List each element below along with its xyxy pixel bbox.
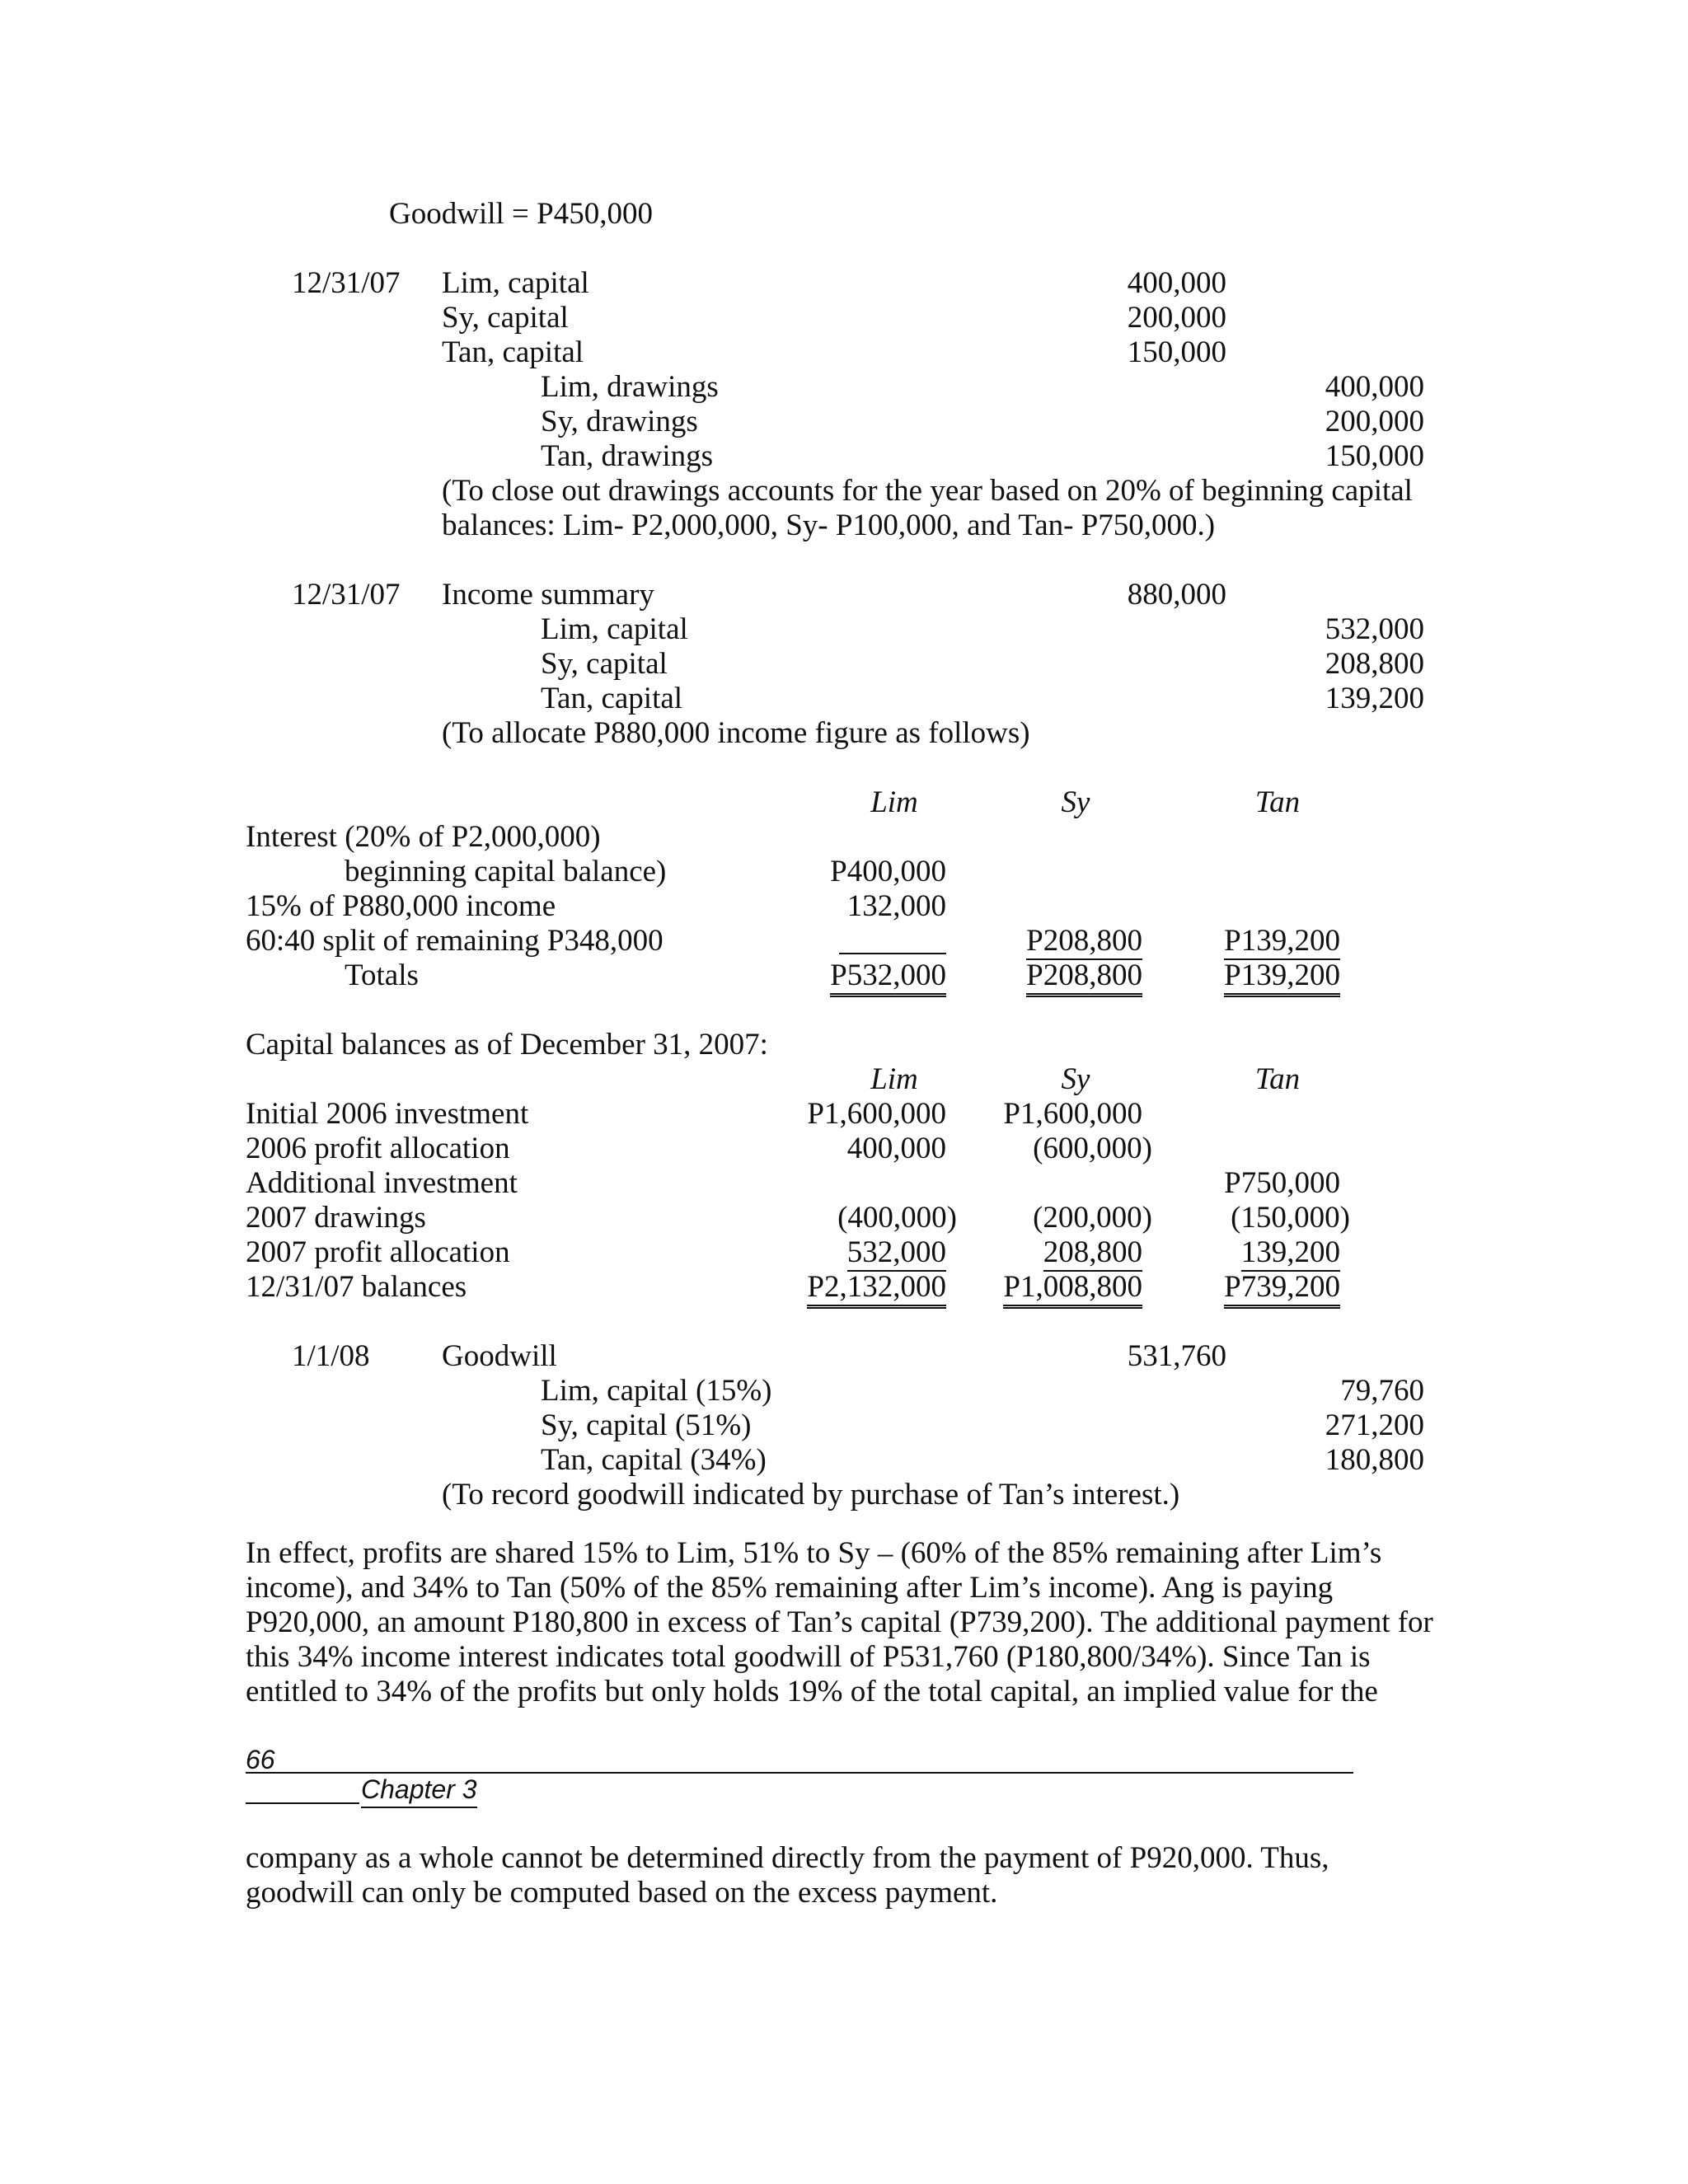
chapter-rule-lead — [246, 1802, 359, 1804]
paragraph-line: In effect, profits are shared 15% to Lim, 51% to Sy – (60% of the 85% remaining after Lim’s — [246, 1536, 1382, 1570]
cell-sy-wrap — [1026, 958, 1142, 993]
row-label: Additional investment — [246, 1166, 518, 1200]
column-header-tan: Tan — [1254, 1062, 1301, 1096]
account-debit: Lim, capital — [442, 266, 589, 300]
cell-sy: (200,000) — [1033, 1201, 1152, 1235]
account-debit: Goodwill — [442, 1339, 557, 1373]
credit-amount: 200,000 — [1325, 405, 1424, 438]
debit-amount: 880,000 — [1127, 578, 1226, 612]
account-debit: Sy, capital — [442, 301, 569, 335]
row-label: 15% of P880,000 income — [246, 889, 556, 923]
debit-amount: 400,000 — [1127, 266, 1226, 300]
cell-sy-total: P1,008,800 — [1003, 1270, 1142, 1309]
debit-amount: 150,000 — [1127, 335, 1226, 369]
chapter-label: Chapter 3 — [361, 1772, 477, 1808]
paragraph-line: this 34% income interest indicates total goodwill of P531,760 (P180,800/34%). Since Tan is — [246, 1640, 1371, 1674]
row-label: Interest (20% of P2,000,000) — [246, 820, 601, 854]
page-number: 66 — [246, 1745, 275, 1774]
account-credit: Sy, capital — [541, 647, 668, 681]
cell-tan: (150,000) — [1231, 1201, 1350, 1235]
column-header-sy: Sy — [1061, 785, 1090, 819]
paragraph-line: entitled to 34% of the profits but only holds 19% of the total capital, an implied value for the — [246, 1675, 1378, 1708]
entry-date: 12/31/07 — [292, 578, 401, 612]
account-credit: Lim, capital (15%) — [541, 1374, 772, 1408]
cell-lim-total: P2,132,000 — [807, 1270, 946, 1309]
account-debit: Income summary — [442, 578, 654, 612]
underline — [839, 953, 946, 954]
cell-sy: 208,800 — [1043, 1235, 1142, 1272]
credit-amount: 150,000 — [1325, 439, 1424, 473]
credit-amount: 400,000 — [1325, 370, 1424, 404]
cell-tan-wrap — [1224, 958, 1340, 993]
credit-amount: 139,200 — [1325, 682, 1424, 715]
cell-tan-wrap — [1241, 1235, 1340, 1270]
cell-lim-total: P532,000 — [830, 958, 946, 997]
entry-date: 1/1/08 — [292, 1339, 370, 1373]
cell-tan: 139,200 — [1241, 1235, 1340, 1272]
chapter-wrap — [361, 1772, 477, 1807]
cell-sy: P1,600,000 — [1003, 1097, 1142, 1131]
cell-lim: 132,000 — [846, 889, 946, 923]
account-credit: Tan, capital — [541, 682, 683, 715]
table-title: Capital balances as of December 31, 2007: — [246, 1028, 768, 1062]
row-label: 2006 profit allocation — [246, 1132, 510, 1165]
cell-lim: P400,000 — [830, 855, 946, 888]
credit-amount: 79,760 — [1340, 1374, 1424, 1408]
paragraph-line: company as a whole cannot be determined directly from the payment of P920,000. Thus, — [246, 1841, 1329, 1875]
cell-sy: (600,000) — [1033, 1132, 1152, 1165]
cell-sy: P208,800 — [1026, 924, 1142, 960]
cell-lim-wrap — [830, 958, 946, 993]
account-credit: Tan, capital (34%) — [541, 1443, 767, 1477]
row-label: Initial 2006 investment — [246, 1097, 529, 1131]
credit-amount: 271,200 — [1325, 1408, 1424, 1442]
cell-tan: P750,000 — [1224, 1166, 1340, 1200]
cell-sy-wrap — [1026, 924, 1142, 958]
cell-lim: 532,000 — [847, 1235, 946, 1272]
cell-sy-wrap — [1003, 1270, 1142, 1305]
row-label: 2007 profit allocation — [246, 1235, 510, 1269]
debit-amount: 531,760 — [1127, 1339, 1226, 1373]
account-credit: Tan, drawings — [541, 439, 714, 473]
cell-sy-total: P208,800 — [1026, 958, 1142, 997]
row-label: 60:40 split of remaining P348,000 — [246, 924, 663, 958]
entry-explanation: balances: Lim- P2,000,000, Sy- P100,000, and Tan- P750,000.) — [442, 509, 1216, 542]
entry-explanation: (To close out drawings accounts for the year based on 20% of beginning capital — [442, 474, 1413, 508]
account-credit: Sy, drawings — [541, 405, 698, 438]
account-credit: Lim, drawings — [541, 370, 719, 404]
account-credit: Lim, capital — [541, 612, 688, 646]
cell-tan-wrap — [1224, 924, 1340, 958]
cell-lim: (400,000) — [837, 1201, 957, 1235]
column-header-tan: Tan — [1254, 785, 1301, 819]
credit-amount: 532,000 — [1325, 612, 1424, 646]
paragraph-line: goodwill can only be computed based on the excess payment. — [246, 1876, 998, 1910]
entry-date: 12/31/07 — [292, 266, 401, 300]
entry-explanation: (To allocate P880,000 income figure as follows) — [442, 716, 1030, 750]
column-header-lim: Lim — [870, 1062, 918, 1096]
cell-tan: P139,200 — [1224, 924, 1340, 960]
cell-lim: 400,000 — [846, 1132, 946, 1165]
goodwill-total: Goodwill = P450,000 — [389, 197, 653, 231]
row-label: 12/31/07 balances — [246, 1270, 467, 1304]
account-credit: Sy, capital (51%) — [541, 1408, 752, 1442]
cell-tan-wrap — [1224, 1270, 1340, 1305]
cell-lim-wrap — [807, 1270, 946, 1305]
column-header-lim: Lim — [870, 785, 918, 819]
row-label: beginning capital balance) — [345, 855, 667, 888]
row-label: 2007 drawings — [246, 1201, 426, 1235]
cell-tan-total: P739,200 — [1224, 1270, 1340, 1309]
row-label-totals: Totals — [345, 958, 419, 992]
cell-tan-total: P139,200 — [1224, 958, 1340, 997]
paragraph-line: income), and 34% to Tan (50% of the 85% remaining after Lim’s income). Ang is paying — [246, 1571, 1334, 1605]
cell-lim-wrap — [847, 1235, 946, 1270]
entry-explanation: (To record goodwill indicated by purchase of Tan’s interest.) — [442, 1478, 1180, 1511]
cell-lim: P1,600,000 — [807, 1097, 946, 1131]
credit-amount: 180,800 — [1325, 1443, 1424, 1477]
debit-amount: 200,000 — [1127, 301, 1226, 335]
paragraph-line: P920,000, an amount P180,800 in excess of Tan’s capital (P739,200). The additional payment for — [246, 1605, 1433, 1639]
account-debit: Tan, capital — [442, 335, 584, 369]
cell-sy-wrap — [1043, 1235, 1142, 1270]
column-header-sy: Sy — [1061, 1062, 1090, 1096]
credit-amount: 208,800 — [1325, 647, 1424, 681]
